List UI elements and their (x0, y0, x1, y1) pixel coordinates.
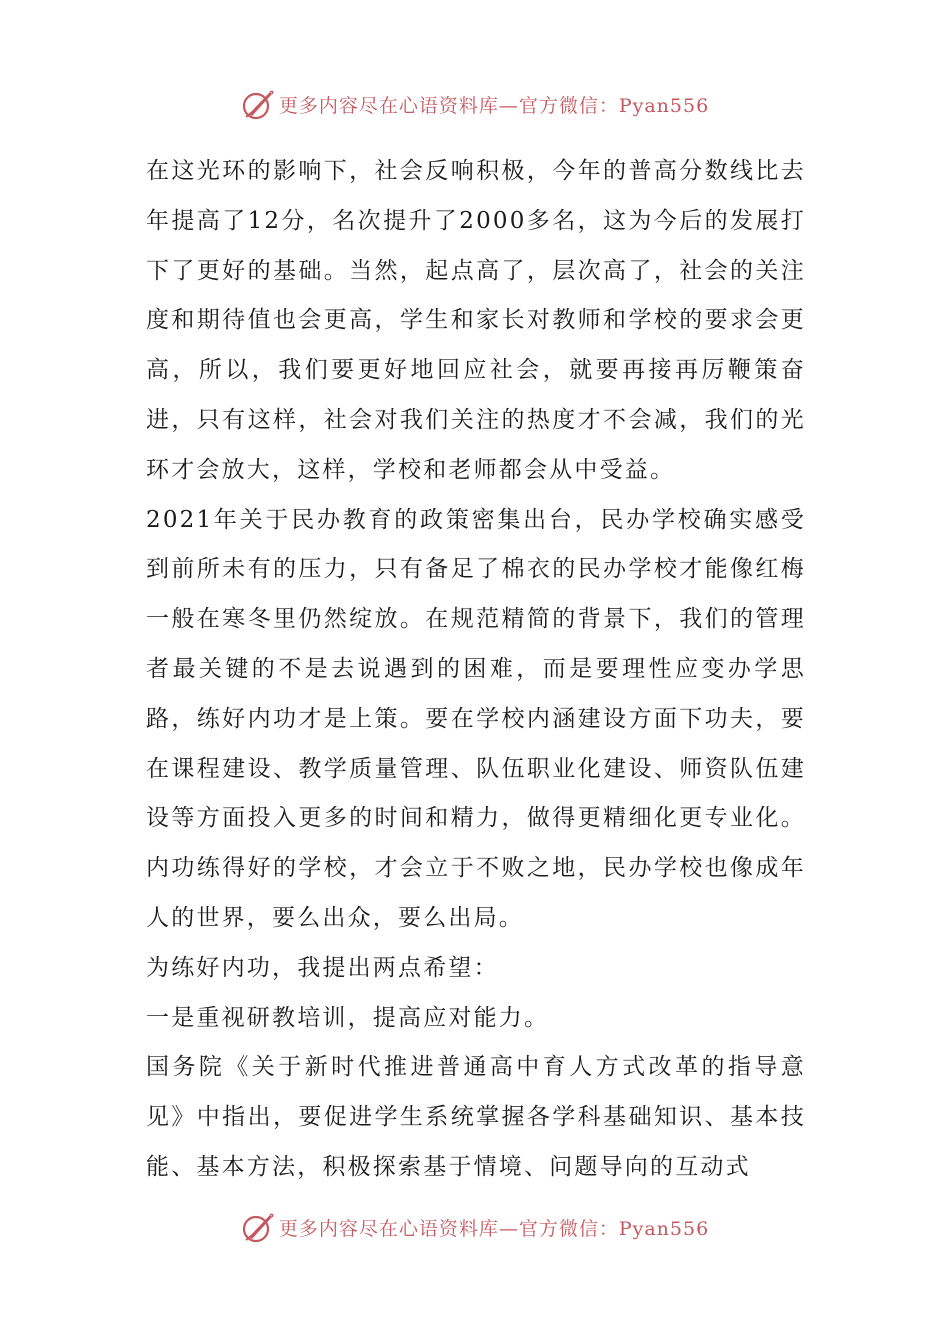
paragraph: 在这光环的影响下，社会反响积极，今年的普高分数线比去年提高了12分，名次提升了2000多名，这为今后的发展打下了更好的基础。当然，起点高了，层次高了，社会的关注度和期待值也会更高，学生和家长对教师和学校的要求会更高，所以，我们要更好地回应社会，就要再接再厉鞭策奋进，只有这样，社会对我们关注的热度才不会减，我们的光环才会放大，这样，学校和老师都会从中受益。 (146, 158, 806, 483)
header-watermark (0, 84, 950, 124)
paragraph: 国务院《关于新时代推进普通高中育人方式改革的指导意见》中指出，要促进学生系统掌握各学科基础知识、基本技能、基本方法，积极探索基于情境、问题导向的互动式 (146, 1054, 806, 1180)
footer-watermark-text: 更多内容尽在心语资料库—官方微信：Pyan556 (278, 1217, 710, 1240)
paragraph: 2021年关于民办教育的政策密集出台，民办学校确实感受到前所未有的压力，只有备足了棉衣的民办学校才能像红梅一般在寒冬里仍然绽放。在规范精简的背景下，我们的管理者最关键的不是去说遇到的困难，而是要理性应变办学思路，练好内功才是上策。要在学校内涵建设方面下功夫，要在课程建设、教学质量管理、队伍职业化建设、师资队伍建设等方面投入更多的时间和精力，做得更精细化更专业化。内功练得好的学校，才会立于不败之地，民办学校也像成年人的世界，要么出众，要么出局。 (146, 506, 806, 931)
quill-pen-logo-icon (241, 1210, 275, 1244)
document-body (146, 147, 806, 1193)
paragraph: 为练好内功，我提出两点希望： (146, 954, 499, 981)
header-watermark-text: 更多内容尽在心语资料库—官方微信：Pyan556 (278, 94, 710, 117)
quill-pen-logo-icon (241, 87, 275, 121)
paragraph: 一是重视研教培训，提高应对能力。 (146, 1004, 550, 1031)
footer-watermark (0, 1207, 950, 1247)
